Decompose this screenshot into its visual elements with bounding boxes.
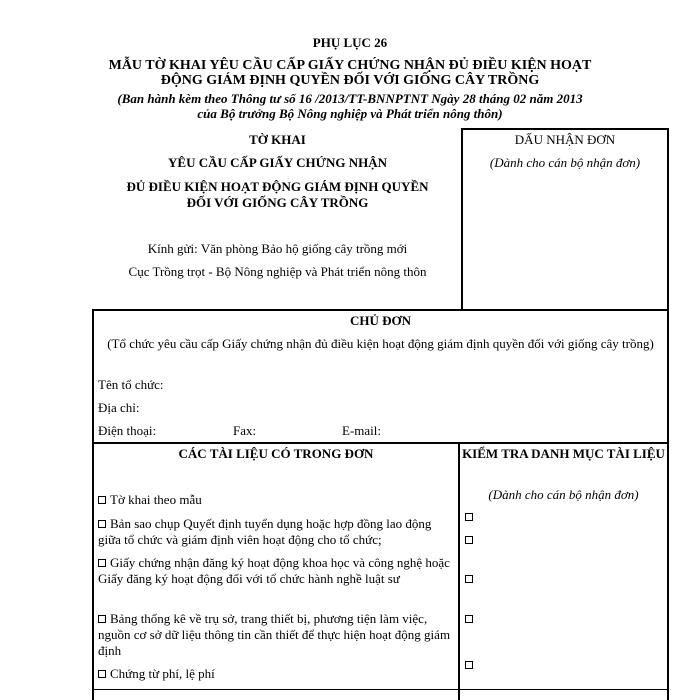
- org-name-label: Tên tổ chức:: [98, 377, 164, 392]
- phone-label: Điện thoại:: [98, 423, 157, 438]
- checklist-note: (Dành cho cán bộ nhận đơn): [488, 487, 639, 502]
- email-label: E-mail:: [342, 423, 381, 438]
- form-heading: TỜ KHAI: [249, 132, 306, 147]
- checklist-checkbox[interactable]: [465, 575, 473, 583]
- form-purpose-line2: ĐỐI VỚI GIỐNG CÂY TRỒNG: [186, 195, 369, 210]
- appendix-label: PHỤ LỤC 26: [312, 35, 388, 50]
- document-checkbox[interactable]: [98, 670, 106, 678]
- issued-note-line2: của Bộ trưởng Bộ Nông nghiệp và Phát triển nông thôn): [197, 106, 503, 121]
- applicant-title: CHỦ ĐƠN: [349, 313, 412, 328]
- documents-column-divider: [458, 442, 460, 700]
- form-purpose-line1: ĐỦ ĐIỀU KIỆN HOẠT ĐỘNG GIÁM ĐỊNH QUYỀN: [126, 179, 429, 194]
- fax-label: Fax:: [233, 423, 257, 438]
- document-title-line2: ĐỘNG GIÁM ĐỊNH QUYỀN ĐỐI VỚI GIỐNG CÂY TRỒNG: [160, 73, 540, 88]
- document-item: Bảng thống kê về trụ sở, trang thiết bị, phương tiện làm việc, nguồn cơ sở dữ liệu thông tin cần thiết để thực hiện hoạt động giám định: [98, 611, 451, 658]
- form-subheading: YÊU CẦU CẤP GIẤY CHỨNG NHẬN: [168, 155, 387, 170]
- recipient-line2: Cục Trồng trọt - Bộ Nông nghiệp và Phát triển nông thôn: [128, 264, 427, 279]
- document-title-line1: MẪU TỜ KHAI YÊU CẦU CẤP GIẤY CHỨNG NHẬN ĐỦ ĐIỀU KIỆN HOẠT: [108, 58, 592, 73]
- checklist-checkbox[interactable]: [465, 536, 473, 544]
- address-label: Địa chỉ:: [98, 400, 140, 415]
- document-checkbox[interactable]: [98, 520, 106, 528]
- document-item: Chứng từ phí, lệ phí: [98, 666, 454, 682]
- document-checkbox[interactable]: [98, 496, 106, 504]
- document-checkbox[interactable]: [98, 559, 106, 567]
- document-item: Bản sao chụp Quyết định tuyển dụng hoặc hợp đồng lao động giữa tổ chức và giám định viên hoạt động cho tổ chức;: [98, 516, 432, 547]
- document-checkbox[interactable]: [98, 615, 106, 623]
- stamp-box-top-border: [461, 128, 669, 130]
- stamp-box-title: DẤU NHẬN ĐƠN: [514, 132, 616, 147]
- stamp-box-note: (Dành cho cán bộ nhận đơn): [489, 155, 641, 170]
- document-item: Giấy chứng nhận đăng ký hoạt động khoa học và công nghệ hoặc Giấy đăng ký hoạt động đối với tổ chức hành nghề luật sư: [98, 555, 450, 586]
- documents-top-border: [92, 442, 669, 444]
- checklist-checkbox[interactable]: [465, 661, 473, 669]
- checklist-title: KIỂM TRA DANH MỤC TÀI LIỆU: [462, 446, 665, 461]
- documents-title: CÁC TÀI LIỆU CÓ TRONG ĐƠN: [178, 446, 374, 461]
- checklist-checkbox[interactable]: [465, 513, 473, 521]
- table-left-border: [92, 309, 94, 700]
- documents-bottom-border: [92, 689, 669, 690]
- applicant-top-border: [92, 309, 669, 311]
- applicant-description: (Tổ chức yêu cầu cấp Giấy chứng nhận đủ điều kiện hoạt động giám định quyền đối với giống cây trồng): [107, 336, 654, 351]
- table-right-border: [667, 128, 669, 700]
- issued-note-line1: (Ban hành kèm theo Thông tư số 16 /2013/TT-BNNPTNT Ngày 28 tháng 02 năm 2013: [117, 91, 583, 106]
- checklist-checkbox[interactable]: [465, 615, 473, 623]
- document-item: Tờ khai theo mẫu: [98, 492, 454, 508]
- recipient-line1: Kính gửi: Văn phòng Bảo hộ giống cây trồng mới: [147, 241, 408, 256]
